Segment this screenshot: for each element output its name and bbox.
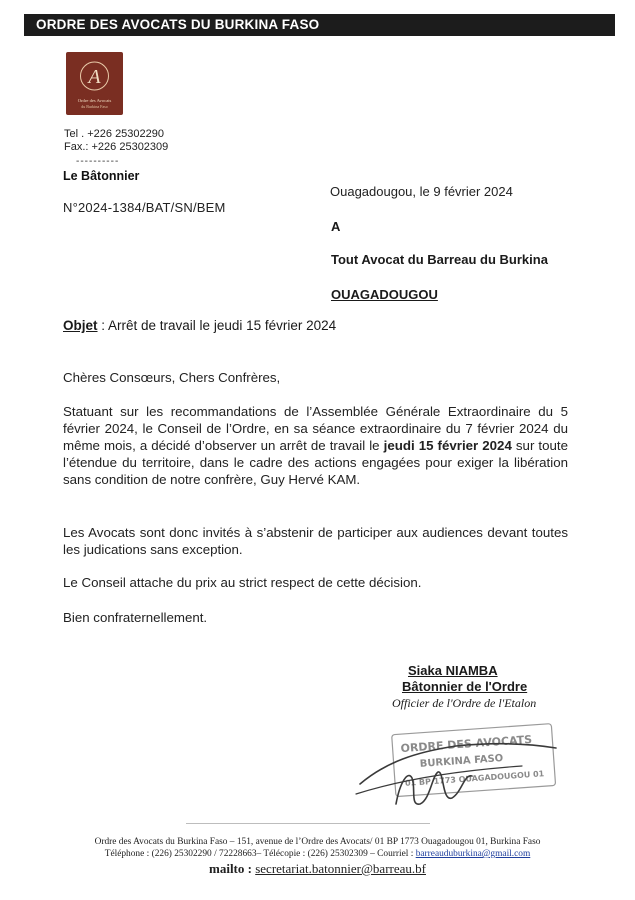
footer-contacts [0, 849, 635, 859]
mailto-label: mailto : [209, 861, 256, 876]
bar-association-logo [66, 52, 123, 115]
body-paragraph-respect: Le Conseil attache du prix au strict respect de cette décision. [63, 575, 422, 590]
salutation: Chères Consœurs, Chers Confrères, [63, 370, 281, 385]
stamp-line3: 01 BP 1773 OUAGADOUGOU 01 [404, 769, 545, 788]
letterhead-banner [24, 14, 615, 36]
footer-divider [186, 823, 430, 824]
logo-caption-line2: du Burkina Faso [81, 104, 108, 109]
signatory-order: Officier de l'Ordre de l'Etalon [392, 696, 537, 710]
fax-number: Fax.: +226 25302309 [64, 141, 169, 153]
logo-emblem [66, 52, 123, 115]
footer-phones: Téléphone : (226) 25302290 / 72228663– Télécopie : (226) 25302309 – Courriel : [104, 849, 416, 859]
sender-title: Le Bâtonnier [63, 169, 140, 183]
contact-block [64, 128, 168, 154]
subject-label: Objet [63, 318, 98, 333]
secretariat-email-link[interactable]: secretariat.batonnier@barreau.bf [255, 861, 426, 876]
subject-line [63, 318, 336, 333]
subject-text: : Arrêt de travail le jeudi 15 février 2024 [97, 318, 337, 333]
recipient-prefix: A [331, 219, 341, 234]
paragraph-text: Statuant sur les recommandations de l’Assemblée Générale Extraordinaire du 5 février 2024, le Conseil de l’Ordre, en sa séance extraordinaire du 7 février 2024 du même mois, a décidé d’observer un arrêt de travail le [63, 404, 568, 453]
footer-mailto [0, 861, 635, 877]
organization-name: ORDRE DES AVOCATS DU BURKINA FASO [36, 17, 320, 32]
official-stamp-and-signature [346, 712, 576, 820]
logo-caption-line1: Ordre des Avocats [77, 98, 112, 103]
recipient-city: OUAGADOUGOU [331, 287, 438, 302]
recipient-name: Tout Avocat du Barreau du Burkina [331, 252, 548, 267]
stamp-line1: ORDRE DES AVOCATS [400, 732, 533, 756]
closing-formula: Bien confraternellement. [63, 610, 208, 625]
footer-email-link[interactable]: barreauduburkina@gmail.com [415, 849, 531, 859]
reference-number: N°2024-1384/BAT/SN/BEM [63, 200, 226, 215]
signatory-name: Siaka NIAMBA [408, 663, 498, 678]
footer-address: Ordre des Avocats du Burkina Faso – 151, avenue de l’Ordre des Avocats/ 01 BP 1773 Ouagadougou 01, Burkina Faso [94, 837, 541, 847]
body-paragraph-decision [63, 403, 568, 488]
strike-date-emphasis: jeudi 15 février 2024 [383, 438, 512, 453]
logo-initial: A [88, 66, 101, 88]
place-and-date: Ouagadougou, le 9 février 2024 [330, 184, 513, 199]
body-paragraph-invitation: Les Avocats sont donc invités à s’abstenir de participer aux audiences devant toutes les judications sans exception. [63, 525, 568, 557]
signatory-title: Bâtonnier de l'Ordre [402, 679, 528, 694]
separator-dashes: ---------- [76, 156, 120, 167]
paragraph-text: sur toute l’étendue du territoire, dans le cadre des actions engagées pour exiger la libération sans condition de notre confrère, Guy Hervé KAM. [63, 438, 569, 487]
stamp-line2: BURKINA FASO [419, 753, 504, 770]
phone-number: Tel . +226 25302290 [64, 128, 165, 140]
